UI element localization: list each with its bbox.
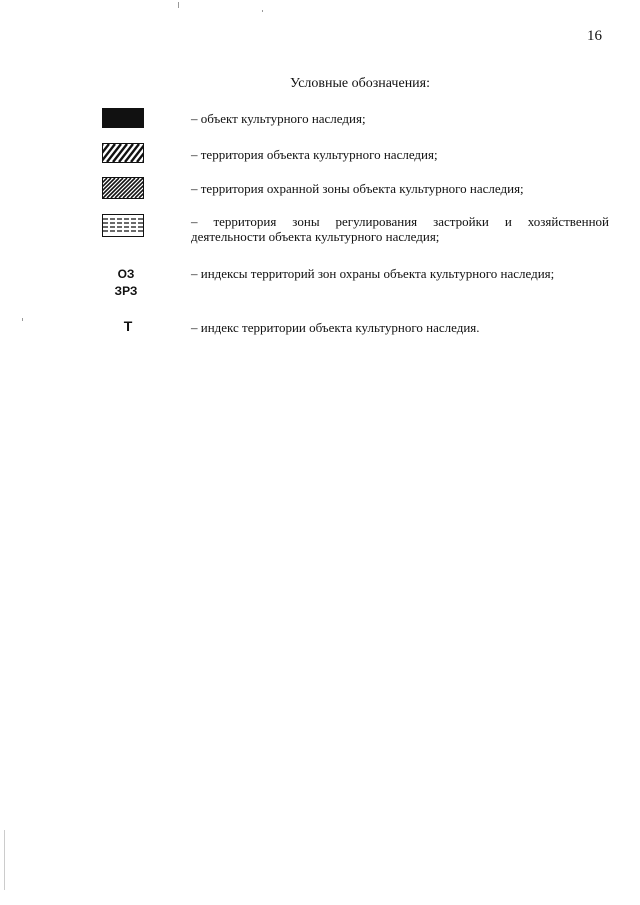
solid-black-swatch-icon (102, 108, 144, 128)
legend-description-territory: – территория объекта культурного наследия; (191, 147, 438, 162)
legend-symbol-regulation-zone (102, 214, 146, 237)
legend-symbol-territory-index (106, 318, 150, 335)
legend-title: Условные обозначения: (289, 76, 431, 91)
wide-hatch-swatch-icon (102, 143, 144, 163)
legend-description-regulation-zone: – территория зоны регулирования застройки и хозяйственной деятельности объекта культурного наследия; (191, 214, 609, 244)
legend-description-zone-indexes: – индексы территорий зон охраны объекта культурного наследия; (191, 266, 555, 281)
legend-symbol-zone-indexes (104, 266, 148, 300)
page-number: 16 (587, 28, 602, 44)
index-code-t: Т (123, 318, 133, 334)
legend-symbol-territory (102, 143, 146, 163)
legend-symbol-object (102, 108, 146, 128)
legend-description-object: – объект культурного наследия; (191, 111, 366, 126)
index-code-zrz: ЗРЗ (114, 284, 138, 298)
legend-description-territory-index: – индекс территории объекта культурного наследия. (191, 320, 480, 335)
dashed-lines-swatch-icon (102, 214, 144, 237)
scan-artifact (178, 2, 179, 8)
dense-hatch-swatch-icon (102, 177, 144, 199)
legend-description-protection-zone: – территория охранной зоны объекта культурного наследия; (191, 181, 524, 196)
index-code-oz: ОЗ (117, 267, 135, 281)
scan-artifact (4, 830, 5, 890)
scan-artifact (22, 318, 23, 321)
scan-artifact (262, 10, 263, 12)
legend-symbol-protection-zone (102, 177, 146, 199)
